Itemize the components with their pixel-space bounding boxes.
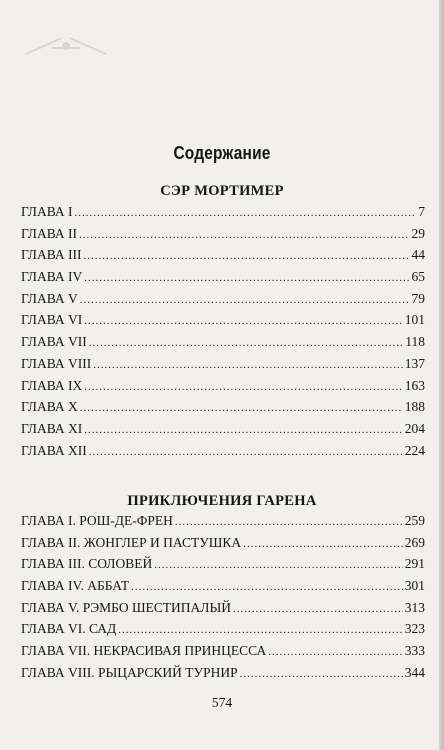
dot-leader [154,559,403,571]
entry-title: ГЛАВА VIII [21,355,92,371]
entry-page: 291 [404,556,425,572]
entry-title: ГЛАВА XI [21,420,83,436]
entry-title: ГЛАВА VII [21,334,87,350]
toc-entry [21,421,425,443]
entry-title: ГЛАВА III [21,247,82,263]
toc-entry [21,378,425,400]
toc-list-2 [21,513,425,687]
ornament-icon [22,34,110,58]
entry-title: ГЛАВА V. РЭМБО ШЕСТИПАЛЫЙ [21,599,231,615]
entry-page: 269 [404,534,425,550]
dot-leader [89,446,403,458]
toc-entry [21,621,425,643]
toc-entry [21,443,425,465]
toc-entry [21,226,425,248]
entry-title: ГЛАВА II. ЖОНГЛЕР И ПАСТУШКА [21,534,242,550]
entry-title: ГЛАВА II [21,225,77,241]
entry-page: 7 [418,204,425,219]
toc-entry [21,665,425,687]
entry-page: 259 [404,513,425,528]
toc-title: Содержание [173,143,271,163]
toc-entry [21,556,425,578]
entry-title: ГЛАВА III. СОЛОВЕЙ [21,556,153,572]
entry-page: 333 [404,643,425,659]
entry-title: ГЛАВА I [21,204,73,219]
dot-leader [84,381,403,393]
section-title-1: СЭР МОРТИМЕР [160,183,284,199]
dot-leader [89,337,404,349]
toc-entry [21,204,425,226]
dot-leader [175,516,403,528]
dot-leader [233,603,403,615]
toc-list-1 [21,204,425,464]
dot-leader [84,272,409,284]
dot-leader [118,624,402,636]
entry-page: 79 [411,290,425,306]
entry-page: 44 [411,247,425,263]
entry-title: ГЛАВА X [21,399,78,415]
toc-entry [21,269,425,291]
entry-title: ГЛАВА IX [21,377,83,393]
entry-page: 65 [411,269,425,285]
entry-title: ГЛАВА XII [21,442,87,458]
dot-leader [83,250,409,262]
entry-page: 323 [404,621,425,637]
page-number: 574 [211,695,233,710]
entry-page: 344 [404,664,425,680]
entry-page: 29 [411,225,425,241]
entry-page: 101 [404,312,425,328]
entry-page: 188 [404,399,425,415]
entry-title: ГЛАВА V [21,290,78,306]
entry-title: ГЛАВА IV. АББАТ [21,578,130,594]
entry-title: ГЛАВА VII. НЕКРАСИВАЯ ПРИНЦЕССА [21,643,267,659]
toc-entry [21,334,425,356]
dot-leader [74,207,416,219]
toc-entry [21,247,425,269]
entry-page: 204 [404,420,425,436]
entry-title: ГЛАВА VI. САД [21,621,117,637]
toc-entry [21,535,425,557]
dot-leader [84,315,403,327]
toc-entry [21,312,425,334]
toc-entry [21,291,425,313]
toc-entry [21,513,425,535]
entry-page: 313 [404,599,425,615]
dot-leader [131,581,403,593]
entry-title: ГЛАВА IV [21,269,83,285]
entry-title: ГЛАВА VIII. РЫЦАРСКИЙ ТУРНИР [21,664,238,680]
dot-leader [240,668,403,680]
toc-entry [21,643,425,665]
entry-page: 301 [404,578,425,594]
dot-leader [80,294,410,306]
toc-entry [21,356,425,378]
entry-page: 163 [404,377,425,393]
dot-leader [80,402,403,414]
toc-entry [21,600,425,622]
dot-leader [84,424,403,436]
entry-page: 224 [404,442,425,458]
entry-title: ГЛАВА VI [21,312,83,328]
section-title-2: ПРИКЛЮЧЕНИЯ ГАРЕНА [127,493,317,509]
toc-entry [21,399,425,421]
entry-page: 137 [404,355,425,371]
entry-title: ГЛАВА I. РОШ-ДЕ-ФРЕН [21,513,173,528]
dot-leader [93,359,403,371]
page-edge-shadow [439,0,444,750]
toc-entry [21,578,425,600]
entry-page: 118 [405,334,425,350]
dot-leader [243,538,403,550]
dot-leader [268,646,403,658]
dot-leader [79,229,410,241]
